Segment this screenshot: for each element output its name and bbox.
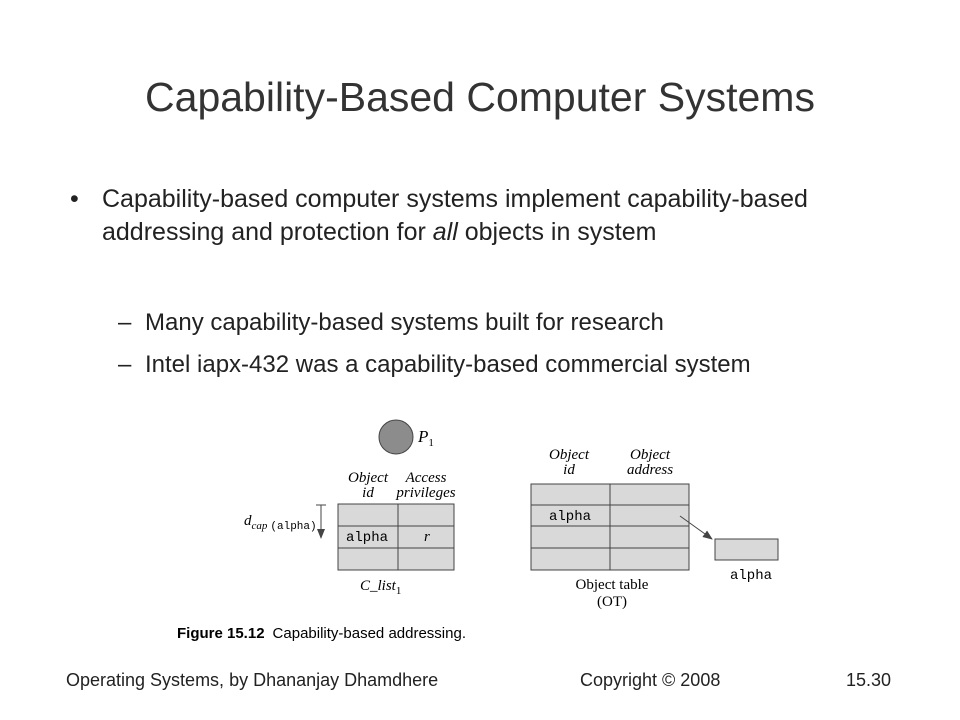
- sub-bullet-marker: –: [118, 351, 132, 378]
- slide-title: Capability-Based Computer Systems: [145, 74, 815, 120]
- bullet-text-part: Capability-based computer systems implement capability-based addressing and protection for: [102, 185, 808, 246]
- clist-caption: [360, 578, 401, 597]
- dcap-argument: (alpha): [270, 521, 317, 533]
- ot-caption: Object table: [575, 577, 649, 593]
- ot-header-object-id: id: [563, 462, 575, 478]
- clist-caption-subscript: 1: [395, 585, 402, 597]
- process-label-letter: P: [418, 427, 429, 446]
- figure-caption: [177, 625, 466, 642]
- clist-header-object-id: Object: [348, 470, 388, 486]
- sub-bullet-text: Intel iapx-432 was a capability-based commercial system: [145, 351, 751, 378]
- bullet-emphasis: all: [432, 218, 458, 246]
- bullet-text-part: objects in system: [457, 218, 657, 246]
- footer-book-credit: Operating Systems, by Dhananjay Dhamdhere: [66, 670, 439, 690]
- sub-bullet-marker: –: [118, 309, 132, 336]
- clist-entry-object: alpha: [346, 530, 389, 546]
- clist-header-object-id: id: [362, 485, 374, 501]
- ot-header-object-address: Object: [630, 447, 670, 463]
- dcap-letter: d: [244, 513, 252, 529]
- ot-caption: (OT): [597, 594, 627, 610]
- figure-caption-number: Figure 15.12: [177, 625, 265, 642]
- clist-caption-text: C_list: [360, 578, 396, 594]
- process-circle: [379, 420, 413, 454]
- dcap-subscript: cap: [251, 520, 268, 532]
- process-label-subscript: 1: [428, 437, 434, 449]
- figure-caption-text: Capability-based addressing.: [272, 625, 466, 642]
- process-label: [417, 427, 434, 449]
- sub-bullet-text: Many capability-based systems built for research: [145, 309, 664, 336]
- object-box: [715, 539, 778, 560]
- object-label: alpha: [730, 568, 773, 584]
- clist-header-access-privileges: privileges: [396, 485, 456, 501]
- dcap-label: [244, 513, 317, 533]
- object-table: [531, 484, 689, 570]
- bullet-marker: •: [70, 185, 79, 213]
- footer-copyright: Copyright © 2008: [580, 670, 721, 690]
- clist-entry-privilege: r: [424, 529, 430, 545]
- footer-slide-number: 15.30: [846, 670, 892, 690]
- ot-header-object-id: Object: [549, 447, 589, 463]
- ot-entry-object: alpha: [549, 509, 592, 525]
- clist-header-access-privileges: Access: [405, 470, 447, 486]
- ot-header-object-address: address: [626, 462, 674, 478]
